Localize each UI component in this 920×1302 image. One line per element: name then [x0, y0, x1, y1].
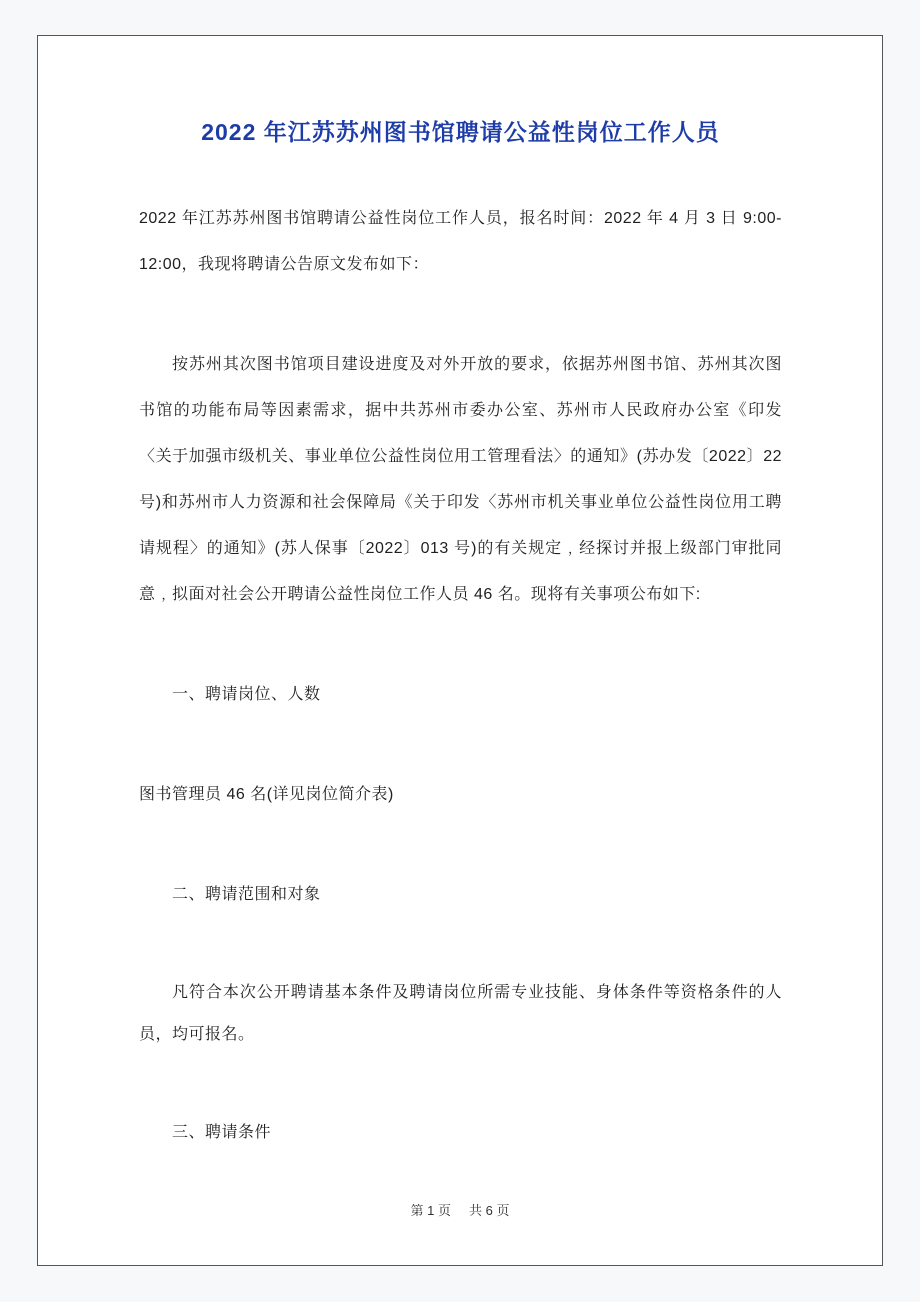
document-title [139, 116, 782, 148]
page-footer [38, 1200, 882, 1219]
section-heading-3: 三、聘请条件 [172, 1124, 272, 1141]
section-heading-1: 一、聘请岗位、人数 [172, 686, 321, 703]
footer-current-page: 第 1 页 [410, 1203, 451, 1218]
footer-total-pages: 共 6 页 [469, 1203, 510, 1218]
paragraph-body: 按苏州其次图书馆项目建设进度及对外开放的要求，依据苏州图书馆、苏州其次图书馆的功能布局等因素需求，据中共苏州市委办公室、苏州市人民政府办公室《印发〈关于加强市级机关、事业单位公益性岗位用工管理看法〉的通知》(苏办发〔2022〕22 号)和苏州市人力资源和社会保障局《关于印发〈苏州市机关事业单位公益性岗位用工聘请规程〉的通知》(苏人保事〔2022〕013 号)的有关规定﹐经探讨并报上级部门审批同意﹐拟面对社会公开聘请公益性岗位工作人员 46 名。现将有关事项公布如下: [139, 356, 782, 603]
document-title-text: 2022 年江苏苏州图书馆聘请公益性岗位工作人员 [201, 119, 720, 145]
paragraph-intro: 2022 年江苏苏州图书馆聘请公益性岗位工作人员，报名时间：2022 年 4 月 3 日 9:00-12:00，我现将聘请公告原文发布如下： [139, 210, 782, 273]
document-page [37, 35, 883, 1266]
section-heading-2: 二、聘请范围和对象 [172, 886, 321, 903]
document-content [38, 36, 882, 1265]
paragraph-eligibility: 凡符合本次公开聘请基本条件及聘请岗位所需专业技能、身体条件等资格条件的人员，均可报名。 [139, 984, 782, 1043]
paragraph-position-count: 图书管理员 46 名(详见岗位简介表) [139, 786, 394, 803]
